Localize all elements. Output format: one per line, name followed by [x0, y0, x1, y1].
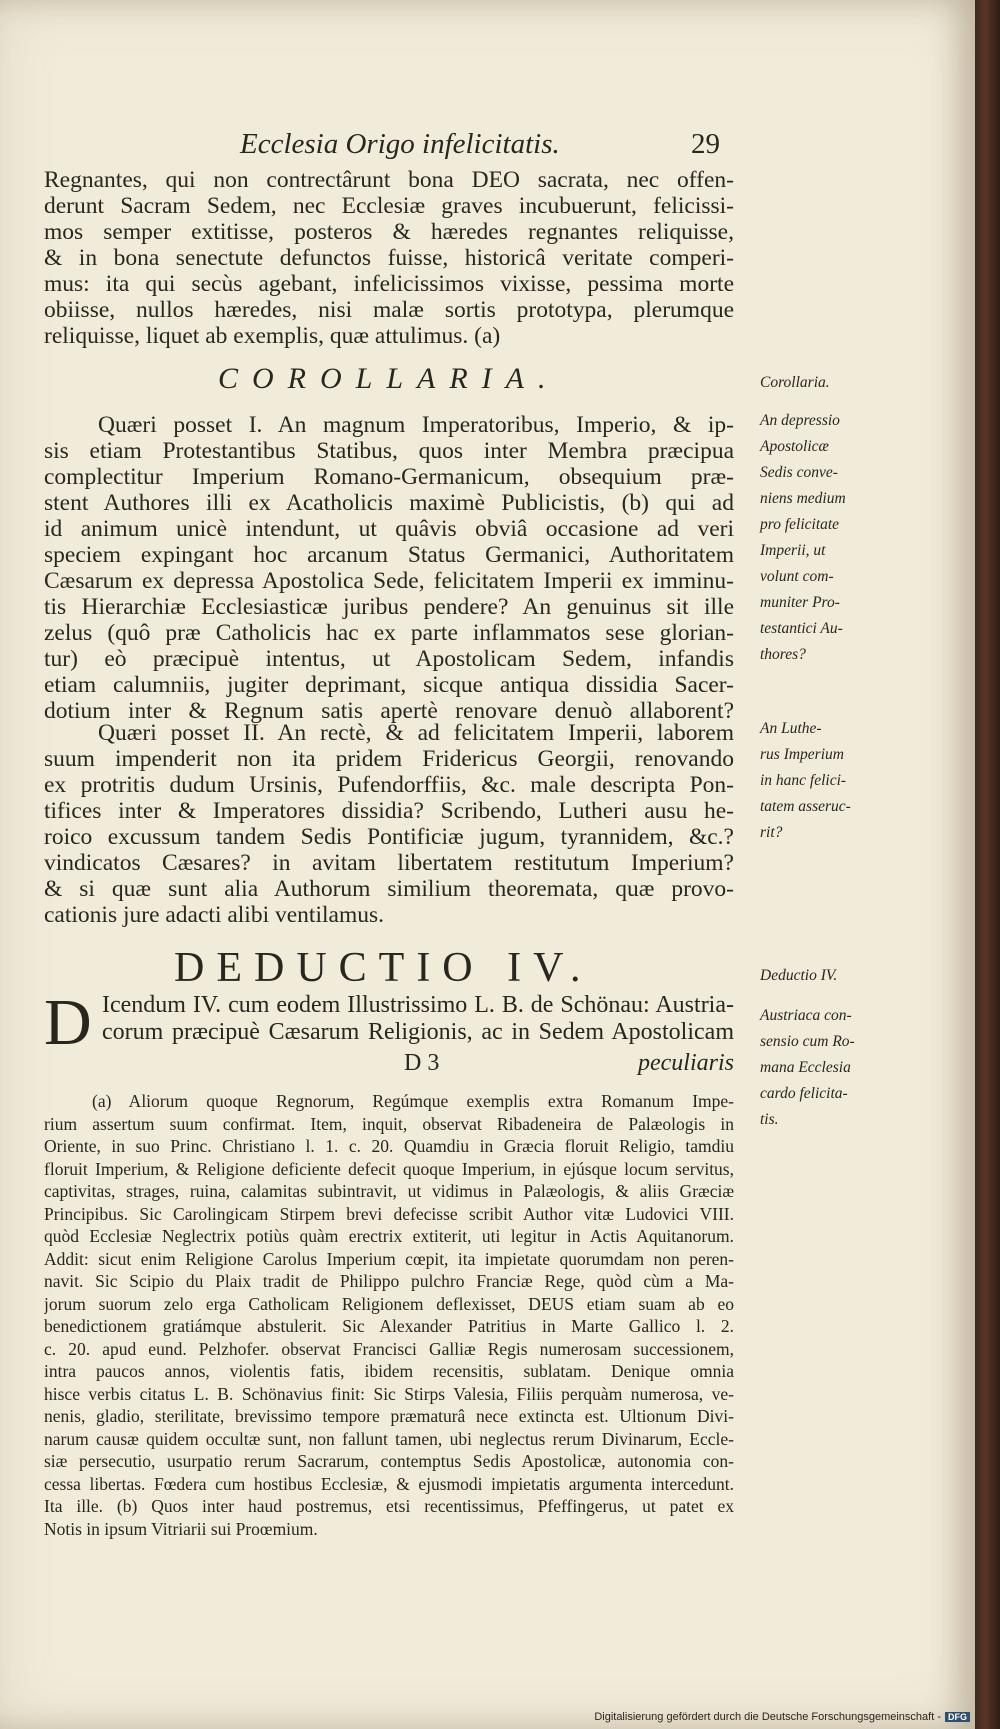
text-line: complectitur Imperium Romano-Germanicum, obsequium præ- [44, 464, 734, 490]
signature-mark: D 3 [404, 1050, 440, 1076]
footnote-line: Notis in ipsum Vitriarii sui Proœmium. [44, 1518, 318, 1539]
text-line: cationis jure adacti alibi ventilamus. [44, 902, 384, 928]
deductio-heading: DEDUCTIO IV. [174, 945, 593, 991]
margin-line: An depressio [760, 412, 840, 429]
margin-note-deductio [760, 963, 885, 989]
text-line: id animum unicè intendunt, ut quâvis obviâ occasione ad veri [44, 516, 734, 542]
footnote-line: captivitas, strages, ruina, calamitas subintravit, ut vidimus in Palæologis, & aliis Græciæ [44, 1181, 734, 1201]
text-line: roico excussum tandem Sedis Pontificiæ jugum, tyrannidem, &c.? [44, 824, 734, 850]
footnote-line: siæ persecutio, usurpatio rerum Sacrarum, contemptus Sedis Apostolicæ, autonomia con- [44, 1451, 734, 1471]
footnote-line: Addit: sicut enim Religione Carolus Imperium cœpit, ita impietate quorumdam non peren- [44, 1248, 734, 1269]
footnotes [44, 1090, 734, 1540]
catchword: peculiaris [638, 1050, 734, 1076]
margin-line: thores? [760, 646, 806, 663]
signature-row [44, 1050, 734, 1080]
margin-line: mana Ecclesia [760, 1059, 851, 1076]
text-line: mos semper extitisse, posteros & hæredes regnantes reliquisse, [44, 219, 734, 245]
text-line: reliquisse, liquet ab exemplis, quæ attulimus. (a) [44, 323, 501, 349]
text-line: vindicatos Cæsares? in avitam libertatem restitutum Imperium? [44, 850, 734, 876]
text-line: Quæri posset II. An rectè, & ad felicitatem Imperii, laborem [98, 720, 734, 746]
margin-line: testantici Au- [760, 620, 843, 637]
margin-line: tis. [760, 1111, 779, 1128]
text-line: tur) eò præcipuè intentus, ut Apostolicam Sedem, infandis [44, 646, 734, 672]
margin-line: pro felicitate [760, 516, 840, 533]
footnote-line: jorum suorum zelo erga Catholicam Religionem deflexisset, DEUS etiam suam ab eo [44, 1293, 734, 1314]
text-line: suum impenderit non ita pridem Fridericus Georgii, renovando [44, 746, 734, 772]
credit-text: Digitalisierung gefördert durch die Deutsche Forschungsgemeinschaft - [594, 1711, 941, 1723]
text-line: tifices inter & Imperatores dissidia? Scribendo, Lutheri ausu he- [44, 798, 734, 824]
text-line: zelus (quô præ Catholicis hac ex parte inflammatos sese glorian- [44, 620, 734, 646]
footnote-line: Ita ille. (b) Quos inter haud postremus, etsi recentissimus, Pfeffingerus, ut patet ex [44, 1496, 734, 1516]
text-line: obiisse, nullos hæredes, nisi malæ sortis prototypa, plerumque [44, 297, 734, 323]
digitization-credit [594, 1711, 970, 1723]
drop-cap: D [44, 986, 92, 1059]
footnote-line: intra paucos annos, violentis fatis, ibidem recensitis, sublatam. Denique omnia [44, 1361, 734, 1381]
text-line: mus: ita qui secùs agebant, infelicissimos vixisse, pessima morte [44, 271, 734, 297]
footnote-line: rium assertum suum confirmat. Item, inquit, observat Ribadeneira de Palæologis in [44, 1113, 734, 1134]
text-line: Cæsarum ex depressa Apostolica Sede, felicitatem Imperii ex imminu- [44, 568, 734, 594]
footnote-line: cessa libertas. Fœdera cum hostibus Ecclesiæ, & ejusmodi impietatis argumenta intercedunt. [44, 1473, 734, 1494]
dfg-logo: DFG [945, 1712, 970, 1722]
margin-line: volunt com- [760, 568, 834, 585]
book-edge [975, 0, 1000, 1729]
margin-line: Imperii, ut [760, 542, 826, 559]
margin-line: Apostolicæ [760, 438, 829, 455]
text-line: etiam calumniis, jugiter deprimant, sicque antiqua dissidia Sacer- [44, 672, 734, 698]
text-line: dotium inter & Regnum satis apertè renovare denuò allaborent? [44, 698, 734, 724]
margin-note-question-1 [760, 408, 885, 668]
margin-line: rus Imperium [760, 746, 844, 763]
margin-line: niens medium [760, 490, 846, 507]
footnote-line: navit. Sic Scipio du Plaix tradit de Philippo pulchro Franciæ Rege, quòd cùm a Ma- [44, 1271, 734, 1291]
margin-line: sensio cum Ro- [760, 1033, 855, 1050]
footnote-line: narum causæ quidem occultæ sunt, non fallunt tamen, ubi neglectus rerum Divinarum, Eccle- [44, 1428, 734, 1449]
margin-line: Corollaria. [760, 374, 830, 391]
text-line: sis etiam Protestantibus Statibus, quos inter Membra præcipua [44, 438, 734, 464]
text-line: Regnantes, qui non contrectârunt bona DEO sacrata, nec offen- [44, 167, 734, 193]
text-line: & si quæ sunt alia Authorum similium theoremata, quæ provo- [44, 876, 734, 902]
margin-line: cardo felicita- [760, 1085, 848, 1102]
page-number: 29 [691, 128, 720, 160]
text-line: Icendum IV. cum eodem Illustrissimo L. B. de Schönau: Austria- [102, 992, 734, 1018]
footnote-line: c. 20. apud eund. Pelzhofer. observat Francisci Galliæ Regis numerosam successionem, [44, 1338, 734, 1359]
text-line: corum præcipuè Cæsarum Religionis, ac in Sedem Apostolicam [102, 1019, 734, 1045]
text-line: & in bona senectute defunctos fuisse, historicâ veritate comperi- [44, 245, 734, 271]
margin-note-corollaria [760, 370, 885, 396]
footnote-line: hisce verbis citatus L. B. Schönavius finit: Sic Stirps Valesia, Filiis perquàm numerosa, ve- [44, 1383, 734, 1404]
margin-note-austriaca [760, 1003, 885, 1133]
margin-line: An Luthe- [760, 720, 822, 737]
footnote-line: Principibus. Sic Carolingicam Stirpem brevi defecisse scribit Author vitæ Ludovici VIII. [44, 1203, 734, 1224]
margin-note-question-2 [760, 716, 885, 846]
text-line: ex protritis dudum Ursinis, Pufendorffiis, &c. male descripta Pon- [44, 772, 734, 798]
margin-line: Austriaca con- [760, 1007, 852, 1024]
text-line: tis Hierarchiæ Ecclesiasticæ juribus pendere? An genuinus sit ille [44, 594, 734, 620]
footnote-line: benedictionem gratiámque abstulerit. Sic Alexander Patritius in Marte Gallico l. 2. [44, 1316, 734, 1336]
text-line: derunt Sacram Sedem, nec Ecclesiæ graves incubuerunt, felicissi- [44, 193, 734, 219]
corollaria-heading: COROLLARIA. [218, 362, 560, 395]
paragraph-3 [44, 720, 734, 928]
paragraph-1 [44, 167, 734, 349]
margin-line: in hanc felici- [760, 772, 847, 789]
paragraph-2 [44, 412, 734, 724]
footnote-line: Oriente, in suo Princ. Christiano l. 1. c. 20. Quamdiu in Græcia floruit Religio, tamdiu [44, 1136, 734, 1156]
text-line: stent Authores illi ex Acatholicis maximè Publicistis, (b) qui ad [44, 490, 734, 516]
margin-line: rit? [760, 824, 783, 841]
footnote-line: quòd Ecclesiæ Neglectrix potiùs quàm erectrix extiterit, uti legitur in Actis Aquitanorum. [44, 1226, 734, 1246]
text-line: Quæri posset I. An magnum Imperatoribus, Imperio, & ip- [98, 412, 734, 438]
margin-line: Sedis conve- [760, 464, 838, 481]
margin-line: muniter Pro- [760, 594, 840, 611]
margin-line: tatem asseruc- [760, 798, 851, 815]
margin-line: Deductio IV. [760, 967, 838, 984]
footnote-line: floruit Imperium, & Religione deficiente defecit quoque Imperium, in ejúsque locum servitus, [44, 1158, 734, 1179]
page-header [240, 128, 720, 168]
running-title: Ecclesia Origo infelicitatis. [240, 128, 560, 160]
text-line: speciem expingant hoc arcanum Status Germanici, Authoritatem [44, 542, 734, 568]
footnote-line: (a) Aliorum quoque Regnorum, Regúmque exemplis extra Romanum Impe- [92, 1091, 734, 1111]
footnote-line: nenis, gladio, sterilitate, brevissimo tempore præmaturâ nece extincta est. Ultionum Divi- [44, 1406, 734, 1426]
